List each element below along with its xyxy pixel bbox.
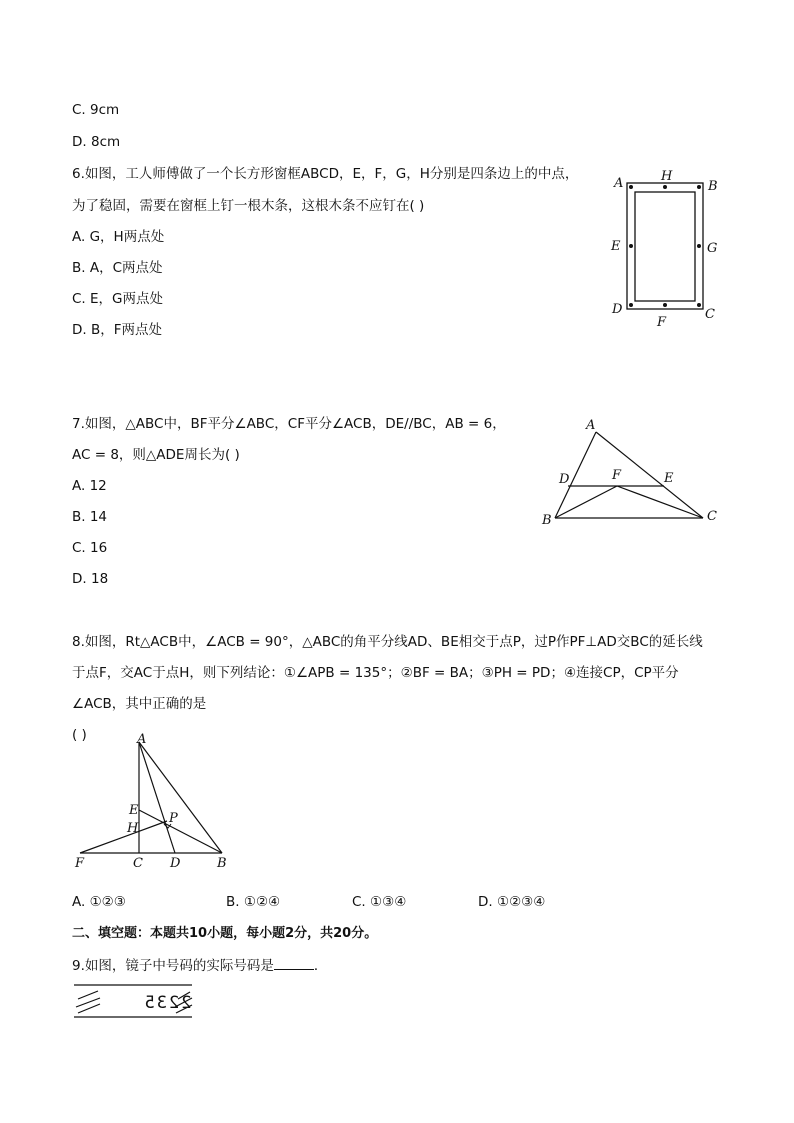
q8-label-c: C [133,856,143,871]
q6-option-d: D. B，F两点处 [72,322,163,338]
q6-label-e: E [611,239,621,254]
q6-option-a: A. G，H两点处 [72,229,165,245]
q6-label-a: A [614,176,624,191]
q7-option-a: A. 12 [72,478,107,494]
q7-option-d: D. 18 [72,571,109,587]
q9-answer-blank [274,957,314,970]
q9-stem-text: 9.如图，镜子中号码的实际号码是 [72,958,274,974]
q7-option-c: C. 16 [72,540,108,556]
q7-option-b: B. 14 [72,509,108,525]
q8-label-f: F [75,856,85,871]
q8-stem-line2: 于点F，交AC于点H，则下列结论：①∠APB = 135°；②BF = BA；③PH = PD；④连接CP，CP平分 [72,665,679,681]
q8-stem-line4: ( ) [72,727,87,743]
q6-label-g: G [707,241,718,256]
q6-label-d: D [612,302,623,317]
section-fill-in-heading: 二、填空题：本题共10小题，每小题2分，共20分。 [72,926,378,941]
q8-option-c: C. ①③④ [352,894,407,910]
q6-label-f: F [657,315,667,330]
q6-stem-line2: 为了稳固，需要在窗框上钉一根木条，这根木条不应钉在( ) [72,198,425,214]
q6-option-b: B. A，C两点处 [72,260,163,276]
q5-option-d: D. 8cm [72,134,121,150]
q9-stem [72,957,327,975]
q8-label-a: A [137,732,147,747]
q8-option-a: A. ①②③ [72,894,126,910]
q9-mirrored-digits: 2235 [142,993,192,1013]
q8-stem-line1: 8.如图，Rt△ACB中，∠ACB = 90°，△ABC的角平分线AD、BE相交于点P，过P作PF⊥AD交BC的延长线 [72,634,703,650]
q6-window-frame-figure [605,165,730,335]
q7-label-c: C [707,509,717,524]
q8-option-b: B. ①②④ [226,894,281,910]
q7-label-d: D [559,472,570,487]
q7-label-f: F [612,468,622,483]
q8-option-d: D. ①②③④ [478,894,546,910]
q7-label-b: B [542,513,552,528]
q8-stem-line3: ∠ACB，其中正确的是 [72,696,207,712]
q9-mirror-number-figure [72,984,197,1020]
q6-label-b: B [708,179,718,194]
q5-option-c: C. 9cm [72,102,120,118]
q8-label-b: B [217,856,227,871]
q8-label-p: P [169,811,178,826]
q8-label-h: H [127,821,139,836]
q9-stem-end: ． [313,958,328,974]
q7-triangle-figure [538,415,728,530]
q6-label-c: C [705,307,715,322]
q8-label-d: D [170,856,181,871]
q8-right-triangle-figure [70,730,240,875]
q8-label-e: E [129,803,139,818]
q6-stem-line1: 6.如图，工人师傅做了一个长方形窗框ABCD，E，F，G，H分别是四条边上的中点， [72,166,579,182]
q6-option-c: C. E，G两点处 [72,291,163,307]
q7-label-a: A [586,418,596,433]
q7-stem-line2: AC = 8，则△ADE周长为( ) [72,447,240,463]
q7-label-e: E [664,471,674,486]
q7-stem-line1: 7.如图，△ABC中，BF平分∠ABC，CF平分∠ACB，DE//BC，AB = 6， [72,416,506,432]
q6-label-h: H [661,169,673,184]
